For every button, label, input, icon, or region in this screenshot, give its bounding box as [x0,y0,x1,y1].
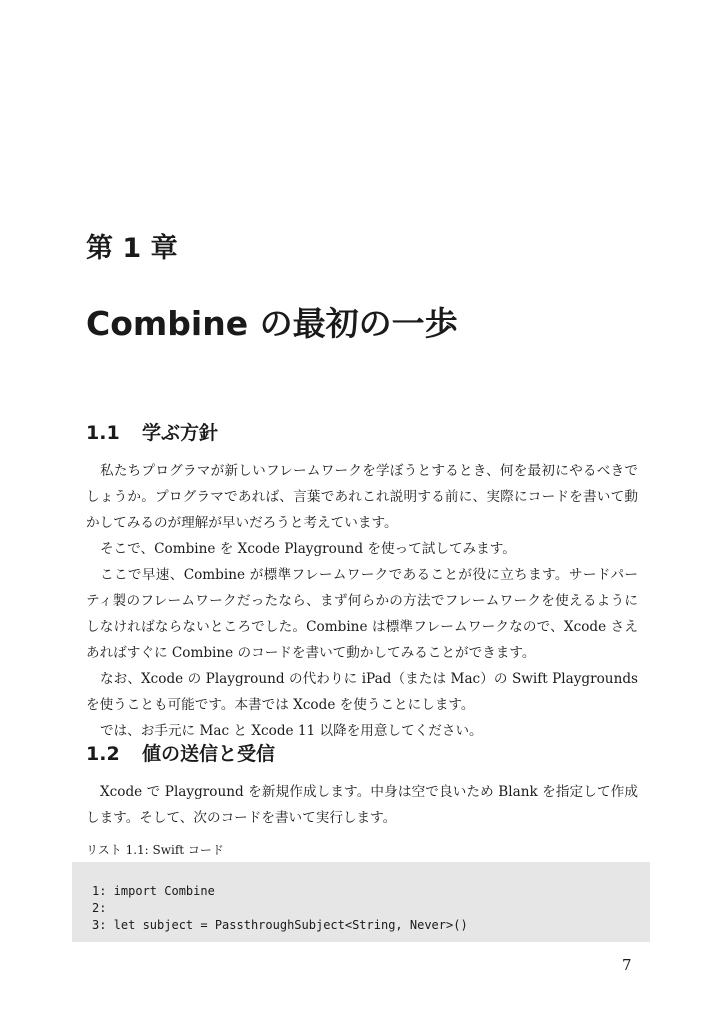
paragraph: 私たちプログラマが新しいフレームワークを学ぼうとするとき、何を最初にやるべきでしょうか。プログラマであれば、言葉であれこれ説明する前に、実際にコードを書いて動かしてみるのが理解が早いだろうと考えています。 [86,463,638,531]
paragraph: では、お手元に Mac と Xcode 11 以降を用意してください。 [100,723,483,739]
chapter-title: Combine の最初の一歩 [86,304,458,343]
paragraph: そこで、Combine を Xcode Playground を使って試してみます。 [100,541,516,557]
section-heading [86,741,638,767]
page-number: 7 [622,956,632,974]
chapter-label: 第 1 章 [86,233,178,264]
section-title: 値の送信と受信 [142,743,276,765]
section-number: 1.2 [86,743,120,765]
paragraph: ここで早速、Combine が標準フレームワークであることが役に立ちます。サードパーティ製のフレームワークだったなら、まず何らかの方法でフレームワークを使えるようにしなければならないところでした。Combine は標準フレームワークなので、Xcode さえあればすぐに Combine のコードを書いて動かしてみることができます。 [86,567,638,661]
code-block [72,862,650,942]
code-line: 3: let subject = PassthroughSubject<String, Never>() [92,918,468,932]
section-1-1 [86,420,638,744]
section-number: 1.1 [86,422,120,444]
code-line: 2: [92,901,107,915]
paragraph: なお、Xcode の Playground の代わりに iPad（または Mac）の Swift Playgrounds を使うことも可能です。本書では Xcode を使うことにします。 [86,671,638,713]
paragraph: Xcode で Playground を新規作成します。中身は空で良いため Blank を指定して作成します。そして、次のコードを書いて実行します。 [86,784,638,826]
section-heading [86,420,638,446]
section-1-2 [86,741,638,831]
listing-caption: リスト 1.1: Swift コード [86,843,224,857]
section-title: 学ぶ方針 [142,422,219,444]
code-line: 1: import Combine [92,884,215,898]
